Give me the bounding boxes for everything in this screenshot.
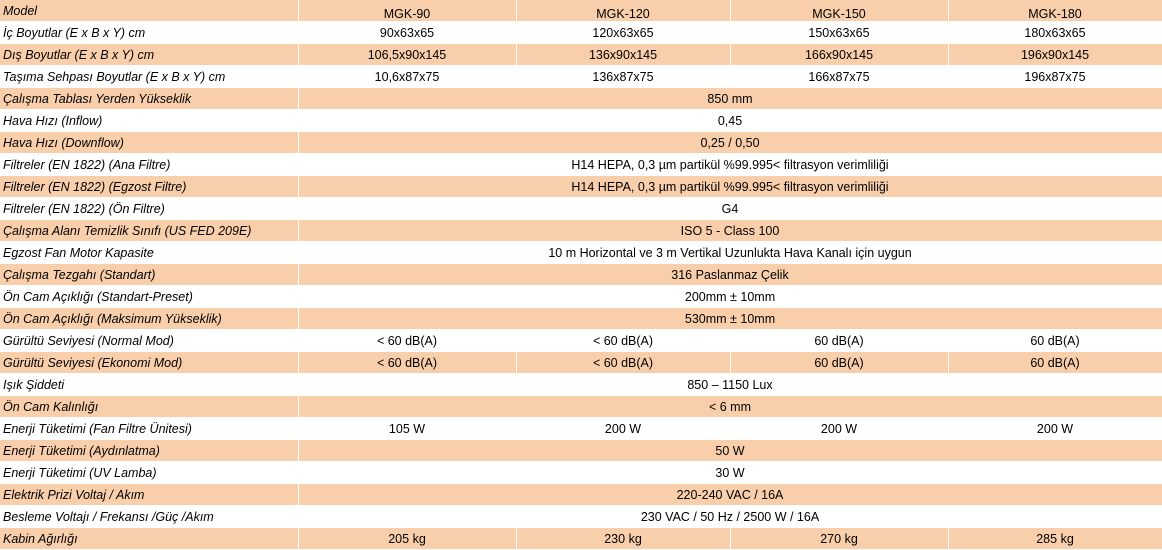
table-row: [0, 22, 1162, 44]
row-value-cell: 205 kg: [298, 528, 516, 550]
row-value-cell: 196x87x75: [948, 66, 1162, 88]
table-row: [0, 88, 1162, 110]
table-row: [0, 440, 1162, 462]
row-label: İç Boyutlar (E x B x Y) cm: [0, 22, 298, 44]
header-mgk-120: MGK-120: [516, 0, 730, 22]
table-row: [0, 220, 1162, 242]
table-row: [0, 352, 1162, 374]
table-header-row: [0, 0, 1162, 22]
row-label: Dış Boyutlar (E x B x Y) cm: [0, 44, 298, 66]
row-value-cell: < 60 dB(A): [516, 352, 730, 374]
row-shared-value-cell: < 6 mm: [298, 396, 1162, 418]
row-label: Gürültü Seviyesi (Ekonomi Mod): [0, 352, 298, 374]
row-shared-value-cell: 200mm ± 10mm: [298, 286, 1162, 308]
header-mgk-180: MGK-180: [948, 0, 1162, 22]
row-value-cell: 90x63x65: [298, 22, 516, 44]
table-row: [0, 396, 1162, 418]
table-row: [0, 308, 1162, 330]
row-shared-value-cell: G4: [298, 198, 1162, 220]
row-label: Filtreler (EN 1822) (Egzost Filtre): [0, 176, 298, 198]
table-row: [0, 374, 1162, 396]
table-row: [0, 264, 1162, 286]
row-shared-value-cell: ISO 5 - Class 100: [298, 220, 1162, 242]
row-value-cell: 120x63x65: [516, 22, 730, 44]
row-value-cell: 136x87x75: [516, 66, 730, 88]
row-label: Kabin Ağırlığı: [0, 528, 298, 550]
row-value-cell: 196x90x145: [948, 44, 1162, 66]
row-shared-value-cell: 10 m Horizontal ve 3 m Vertikal Uzunlukta Hava Kanalı için uygun: [298, 242, 1162, 264]
table-row: [0, 418, 1162, 440]
table-row: [0, 286, 1162, 308]
row-shared-value-cell: H14 HEPA, 0,3 µm partikül %99.995< filtrasyon verimliliği: [298, 176, 1162, 198]
row-label: Çalışma Tablası Yerden Yükseklik: [0, 88, 298, 110]
table-row: [0, 484, 1162, 506]
row-label: Işık Şiddeti: [0, 374, 298, 396]
row-value-cell: 150x63x65: [730, 22, 948, 44]
row-shared-value-cell: 30 W: [298, 462, 1162, 484]
row-label: Gürültü Seviyesi (Normal Mod): [0, 330, 298, 352]
row-value-cell: < 60 dB(A): [298, 330, 516, 352]
row-value-cell: 230 kg: [516, 528, 730, 550]
table-row: [0, 506, 1162, 528]
table-row: [0, 110, 1162, 132]
row-label: Enerji Tüketimi (Fan Filtre Ünitesi): [0, 418, 298, 440]
row-shared-value-cell: 316 Paslanmaz Çelik: [298, 264, 1162, 286]
table-row: [0, 66, 1162, 88]
row-shared-value-cell: 0,45: [298, 110, 1162, 132]
row-label: Filtreler (EN 1822) (Ön Filtre): [0, 198, 298, 220]
row-label: Hava Hızı (Downflow): [0, 132, 298, 154]
row-shared-value-cell: 50 W: [298, 440, 1162, 462]
row-value-cell: < 60 dB(A): [298, 352, 516, 374]
row-label: Elektrik Prizi Voltaj / Akım: [0, 484, 298, 506]
row-shared-value-cell: 850 – 1150 Lux: [298, 374, 1162, 396]
row-shared-value-cell: H14 HEPA, 0,3 µm partikül %99.995< filtrasyon verimliliği: [298, 154, 1162, 176]
row-value-cell: 166x90x145: [730, 44, 948, 66]
row-label: Hava Hızı (Inflow): [0, 110, 298, 132]
row-value-cell: 285 kg: [948, 528, 1162, 550]
row-value-cell: 200 W: [730, 418, 948, 440]
table-row: [0, 462, 1162, 484]
row-label: Filtreler (EN 1822) (Ana Filtre): [0, 154, 298, 176]
row-value-cell: 60 dB(A): [730, 330, 948, 352]
table-row: [0, 176, 1162, 198]
header-mgk-90: MGK-90: [298, 0, 516, 22]
row-value-cell: 200 W: [516, 418, 730, 440]
row-value-cell: 60 dB(A): [948, 330, 1162, 352]
header-model-label: Model: [0, 0, 298, 22]
table-row: [0, 132, 1162, 154]
row-value-cell: 105 W: [298, 418, 516, 440]
row-label: Taşıma Sehpası Boyutlar (E x B x Y) cm: [0, 66, 298, 88]
table-row: [0, 528, 1162, 550]
row-value-cell: 200 W: [948, 418, 1162, 440]
row-label: Enerji Tüketimi (Aydınlatma): [0, 440, 298, 462]
table-row: [0, 154, 1162, 176]
row-value-cell: 270 kg: [730, 528, 948, 550]
row-value-cell: 60 dB(A): [948, 352, 1162, 374]
row-shared-value-cell: 220-240 VAC / 16A: [298, 484, 1162, 506]
row-value-cell: 136x90x145: [516, 44, 730, 66]
row-label: Çalışma Tezgahı (Standart): [0, 264, 298, 286]
row-shared-value-cell: 530mm ± 10mm: [298, 308, 1162, 330]
row-label: Egzost Fan Motor Kapasite: [0, 242, 298, 264]
row-label: Ön Cam Açıklığı (Standart-Preset): [0, 286, 298, 308]
row-value-cell: 60 dB(A): [730, 352, 948, 374]
row-value-cell: 180x63x65: [948, 22, 1162, 44]
row-label: Ön Cam Kalınlığı: [0, 396, 298, 418]
table-row: [0, 44, 1162, 66]
row-value-cell: 106,5x90x145: [298, 44, 516, 66]
row-label: Ön Cam Açıklığı (Maksimum Yükseklik): [0, 308, 298, 330]
row-label: Besleme Voltajı / Frekansı /Güç /Akım: [0, 506, 298, 528]
row-shared-value-cell: 230 VAC / 50 Hz / 2500 W / 16A: [298, 506, 1162, 528]
table-row: [0, 242, 1162, 264]
row-value-cell: 166x87x75: [730, 66, 948, 88]
header-mgk-150: MGK-150: [730, 0, 948, 22]
row-value-cell: < 60 dB(A): [516, 330, 730, 352]
row-shared-value-cell: 0,25 / 0,50: [298, 132, 1162, 154]
table-row: [0, 198, 1162, 220]
row-shared-value-cell: 850 mm: [298, 88, 1162, 110]
row-label: Çalışma Alanı Temizlik Sınıfı (US FED 209E): [0, 220, 298, 242]
row-value-cell: 10,6x87x75: [298, 66, 516, 88]
table-row: [0, 330, 1162, 352]
row-label: Enerji Tüketimi (UV Lamba): [0, 462, 298, 484]
